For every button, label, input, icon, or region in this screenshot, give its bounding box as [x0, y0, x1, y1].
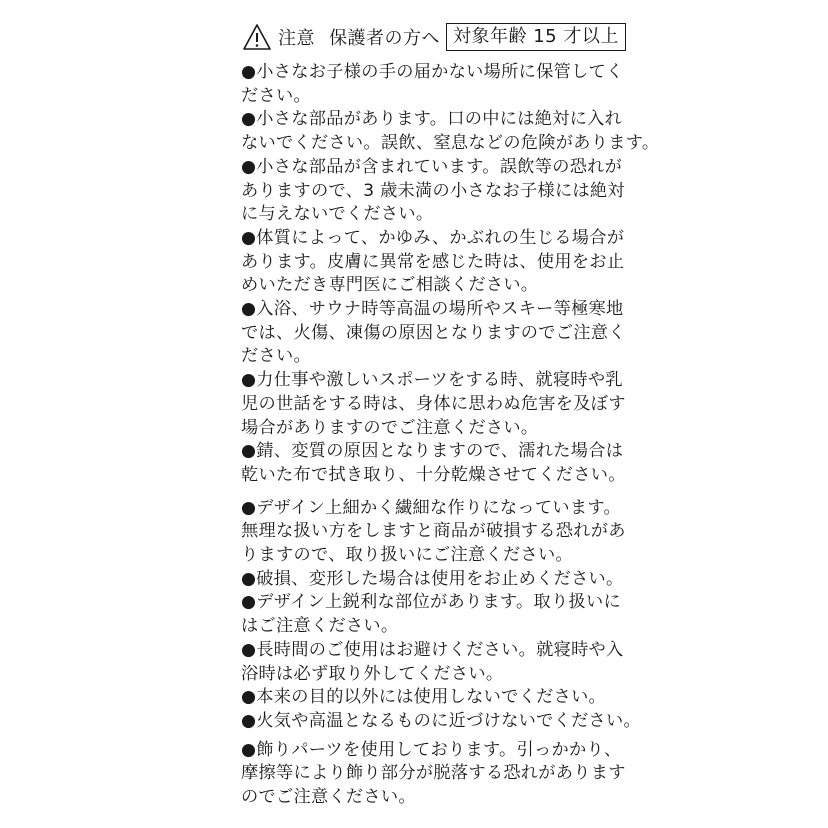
warning-triangle-icon: [242, 23, 272, 51]
caution-item: ●小さなお子様の手の届かない場所に保管してく ださい。: [241, 62, 624, 106]
caution-item: ●入浴、サウナ時等高温の場所やスキー等極寒地 では、火傷、凍傷の原因となりますのでご注意く ださい。: [241, 299, 626, 367]
caution-item: ●小さな部品があります。口の中には絶対に入れ ないでください。誤飲、窒息などの危険があります。: [241, 109, 660, 154]
caution-item: ●小さな部品が含まれています。誤飲等の恐れが ありますので、3 歳未満の小さなお子様には絶対 に与えないでください。: [241, 156, 625, 225]
audience-label: 保護者の方へ: [329, 28, 440, 49]
caution-list: [241, 61, 661, 810]
age-badge: 対象年齢 15 才以上: [446, 23, 626, 51]
caution-item: ●デザイン上細かく繊細な作りになっています。 無理な扱い方をしますと商品が破損する恐れがあ りますので、取り扱いにご注意ください。: [241, 497, 626, 566]
caution-item: ●力仕事や激しいスポーツをする時、就寝時や乳 児の世話をする時は、身体に思わぬ危害を及ぼす 場合がありますのでご注意ください。: [241, 370, 626, 438]
caution-title: 注意: [278, 28, 315, 49]
caution-item: ●破損、変形した場合は使用をお止めください。: [241, 568, 624, 589]
caution-header: [242, 22, 626, 52]
caution-item: ●長時間のご使用はお避けください。就寝時や入 浴時は必ず取り外してください。: [241, 639, 624, 684]
caution-item: ●錆、変質の原因となりますので、濡れた場合は 乾いた布で拭き取り、十分乾燥させてください。: [241, 441, 626, 485]
caution-item: ●火気や高温となるものに近づけないでください。: [241, 710, 642, 731]
caution-item: ●デザイン上鋭利な部位があります。取り扱いに はご注意ください。: [241, 592, 621, 637]
caution-item: ●体質によって、かゆみ、かぶれの生じる場合が あります。皮膚に異常を感じた時は、使用をお止 めいただき専門医にご相談ください。: [241, 227, 625, 296]
caution-item: ●飾りパーツを使用しております。引っかかり、 摩擦等により飾り部分が脱落する恐れがあります のでご注意ください。: [241, 739, 626, 808]
caution-item: ●本来の目的以外には使用しないでください。: [241, 687, 607, 708]
